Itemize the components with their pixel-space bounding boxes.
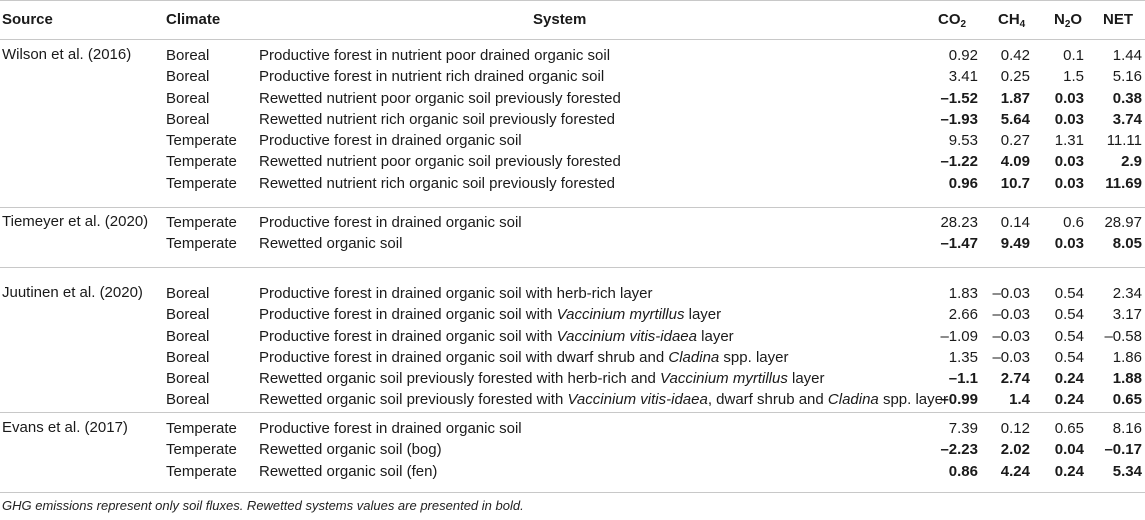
species-name: Cladina [827, 391, 879, 408]
header-n2o: $N_2O$ [1054, 11, 1083, 30]
net-cell: –0.58 [1104, 328, 1142, 345]
co2-cell: 7.39 [948, 420, 978, 437]
table-row [0, 109, 1145, 130]
net-cell: 0.38 [1112, 90, 1142, 107]
system-cell: Rewetted organic soil (bog) [259, 441, 442, 458]
co2-cell: 0.96 [948, 175, 978, 192]
n2o-cell: 0.54 [1054, 328, 1084, 345]
net-cell: 11.11 [1106, 132, 1142, 149]
header-net: NET [1103, 11, 1133, 28]
group-separator [0, 267, 1145, 268]
header-ch4: $CH_4$ [998, 11, 1026, 30]
net-cell: 1.44 [1112, 47, 1142, 64]
system-cell: Rewetted organic soil previously forested with herb-rich and Vaccinium myrtillus layer [259, 370, 825, 387]
header-climate: Climate [166, 11, 221, 28]
n2o-cell: 0.1 [1063, 47, 1084, 64]
n2o-cell: 0.24 [1054, 370, 1084, 387]
table-row [0, 233, 1145, 254]
n2o-cell: 1.31 [1054, 132, 1084, 149]
co2-cell: –1.09 [940, 328, 978, 345]
system-cell: Rewetted organic soil [259, 235, 403, 252]
climate-cell: Temperate [166, 235, 237, 252]
source-cell: Evans et al. (2017) [2, 419, 128, 436]
table-row [0, 326, 1145, 347]
ch4-cell: 9.49 [1000, 235, 1030, 252]
ch4-cell: 2.74 [1000, 370, 1030, 387]
climate-cell: Temperate [166, 441, 237, 458]
ch4-cell: 2.02 [1000, 441, 1030, 458]
system-cell: Rewetted organic soil (fen) [259, 463, 438, 480]
ch4-cell: 4.09 [1000, 153, 1030, 170]
climate-cell: Temperate [166, 175, 237, 192]
group-separator [0, 412, 1145, 413]
table-row [0, 212, 1145, 233]
system-cell: Rewetted nutrient rich organic soil previously forested [259, 111, 616, 128]
system-cell: Productive forest in drained organic soil [259, 420, 522, 437]
n2o-cell: 0.54 [1054, 349, 1084, 366]
climate-cell: Boreal [166, 90, 210, 107]
system-cell: Rewetted nutrient rich organic soil previously forested [259, 175, 616, 192]
climate-cell: Boreal [166, 111, 210, 128]
source-cell: Tiemeyer et al. (2020) [2, 213, 149, 230]
co2-cell: 0.86 [948, 463, 978, 480]
n2o-cell: 0.03 [1054, 235, 1084, 252]
co2-cell: 2.66 [948, 306, 978, 323]
n2o-cell: 0.54 [1054, 306, 1084, 323]
net-cell: 28.97 [1104, 214, 1142, 231]
table-footnote: GHG emissions represent only soil fluxes. Rewetted systems values are presented in bold. [2, 498, 524, 513]
system-cell: Rewetted nutrient poor organic soil previously forested [259, 90, 621, 107]
net-cell: 5.16 [1112, 68, 1142, 85]
ch4-cell: –0.03 [992, 328, 1030, 345]
ch4-cell: 1.4 [1009, 391, 1030, 408]
co2-cell: –2.23 [940, 441, 978, 458]
co2-cell: 3.41 [948, 68, 978, 85]
table-row [0, 45, 1145, 66]
co2-cell: –0.99 [940, 391, 978, 408]
net-cell: 0.65 [1112, 391, 1142, 408]
n2o-cell: 0.03 [1054, 153, 1084, 170]
climate-cell: Temperate [166, 420, 237, 437]
ch4-cell: –0.03 [992, 349, 1030, 366]
table-row [0, 347, 1145, 368]
climate-cell: Temperate [166, 153, 237, 170]
co2-cell: 28.23 [940, 214, 978, 231]
system-cell: Rewetted nutrient poor organic soil previously forested [259, 153, 621, 170]
co2-cell: –1.52 [940, 90, 978, 107]
n2o-cell: 0.03 [1054, 111, 1084, 128]
ch4-cell: 0.27 [1000, 132, 1030, 149]
n2o-cell: 0.04 [1054, 441, 1084, 458]
table-row [0, 304, 1145, 325]
table-header [0, 0, 1145, 40]
climate-cell: Boreal [166, 391, 210, 408]
ch4-cell: 4.24 [1000, 463, 1030, 480]
net-cell: –0.17 [1104, 441, 1142, 458]
header-source: Source [2, 11, 53, 28]
ch4-cell: 5.64 [1000, 111, 1030, 128]
table-row [0, 368, 1145, 389]
header-system: System [533, 11, 587, 28]
ch4-cell: 10.7 [1000, 175, 1030, 192]
ch4-cell: 1.87 [1000, 90, 1030, 107]
net-cell: 8.16 [1112, 420, 1142, 437]
ch4-cell: 0.12 [1000, 420, 1030, 437]
system-cell: Productive forest in drained organic soil [259, 132, 522, 149]
system-cell: Productive forest in drained organic soil with Vaccinium myrtillus layer [259, 306, 722, 323]
net-cell: 1.86 [1112, 349, 1142, 366]
species-name: Cladina [668, 349, 720, 366]
climate-cell: Temperate [166, 214, 237, 231]
co2-cell: –1.1 [948, 370, 978, 387]
climate-cell: Boreal [166, 328, 210, 345]
system-cell: Productive forest in nutrient rich drained organic soil [259, 68, 605, 85]
net-cell: 2.34 [1112, 285, 1142, 302]
climate-cell: Boreal [166, 68, 210, 85]
table-row [0, 130, 1145, 151]
net-cell: 5.34 [1112, 463, 1142, 480]
co2-cell: 0.92 [948, 47, 978, 64]
climate-cell: Boreal [166, 370, 210, 387]
table-row [0, 283, 1145, 304]
table-row [0, 151, 1145, 172]
species-name: Vaccinium myrtillus [660, 370, 788, 387]
co2-cell: –1.22 [940, 153, 978, 170]
co2-cell: 9.53 [948, 132, 978, 149]
table-row [0, 173, 1145, 194]
ch4-cell: 0.14 [1000, 214, 1030, 231]
header-co2: $CO_2$ [938, 11, 967, 30]
co2-cell: 1.35 [948, 349, 978, 366]
climate-cell: Boreal [166, 47, 210, 64]
system-cell: Productive forest in drained organic soil with dwarf shrub and Cladina spp. layer [259, 349, 789, 366]
climate-cell: Boreal [166, 306, 210, 323]
n2o-cell: 0.24 [1054, 391, 1084, 408]
net-cell: 2.9 [1121, 153, 1142, 170]
species-name: Vaccinium vitis-idaea [567, 391, 708, 408]
ch4-cell: –0.03 [992, 306, 1030, 323]
system-cell: Productive forest in nutrient poor drained organic soil [259, 47, 611, 64]
n2o-cell: 1.5 [1063, 68, 1084, 85]
co2-cell: –1.47 [940, 235, 978, 252]
table-row [0, 439, 1145, 460]
co2-cell: 1.83 [948, 285, 978, 302]
species-name: Vaccinium myrtillus [556, 306, 685, 323]
table-row [0, 88, 1145, 109]
co2-cell: –1.93 [940, 111, 978, 128]
net-cell: 8.05 [1112, 235, 1142, 252]
net-cell: 11.69 [1105, 175, 1142, 192]
net-cell: 3.17 [1112, 306, 1142, 323]
net-cell: 1.88 [1112, 370, 1142, 387]
system-cell: Rewetted organic soil previously forested with Vaccinium vitis-idaea, dwarf shrub and Cladina spp. layer [259, 391, 948, 408]
net-cell: 3.74 [1112, 111, 1142, 128]
table-bottom-rule [0, 492, 1145, 493]
climate-cell: Temperate [166, 463, 237, 480]
system-cell: Productive forest in drained organic soil with herb-rich layer [259, 285, 653, 302]
n2o-cell: 0.03 [1054, 175, 1084, 192]
n2o-cell: 0.6 [1063, 214, 1084, 231]
n2o-cell: 0.65 [1054, 420, 1084, 437]
n2o-cell: 0.24 [1054, 463, 1084, 480]
ch4-cell: 0.25 [1000, 68, 1030, 85]
group-separator [0, 207, 1145, 208]
table-row [0, 389, 1145, 410]
system-cell: Productive forest in drained organic soil [259, 214, 522, 231]
table-row [0, 461, 1145, 482]
table-row [0, 66, 1145, 87]
n2o-cell: 0.54 [1054, 285, 1084, 302]
source-cell: Juutinen et al. (2020) [2, 284, 143, 301]
n2o-cell: 0.03 [1054, 90, 1084, 107]
climate-cell: Boreal [166, 285, 210, 302]
climate-cell: Temperate [166, 132, 237, 149]
system-cell: Productive forest in drained organic soil with Vaccinium vitis-idaea layer [259, 328, 734, 345]
species-name: Vaccinium vitis-idaea [556, 328, 697, 345]
table-row [0, 418, 1145, 439]
source-cell: Wilson et al. (2016) [2, 46, 132, 63]
ch4-cell: –0.03 [992, 285, 1030, 302]
ch4-cell: 0.42 [1000, 47, 1030, 64]
climate-cell: Boreal [166, 349, 210, 366]
